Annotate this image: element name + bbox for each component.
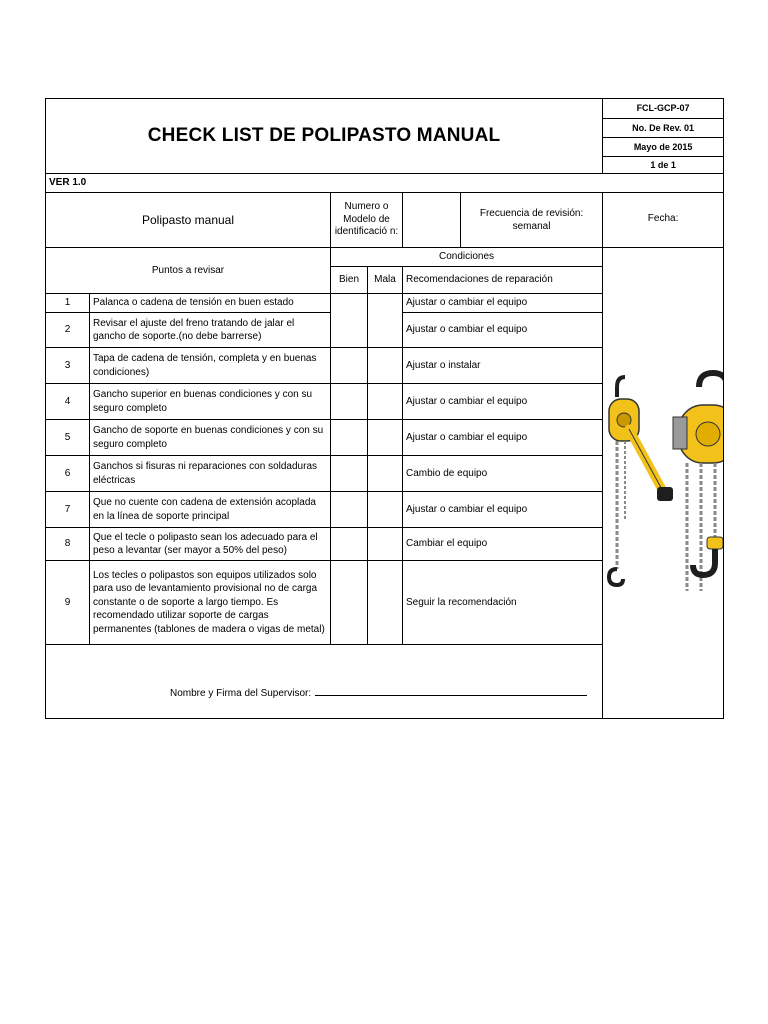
conditions-header: Condiciones xyxy=(331,248,603,267)
points-header: Puntos a revisar xyxy=(46,248,331,294)
page-count: 1 de 1 xyxy=(603,157,724,174)
date-label: Fecha: xyxy=(603,193,724,248)
row-good-checkbox[interactable] xyxy=(331,492,368,528)
row-number: 6 xyxy=(46,456,90,492)
signature-area xyxy=(46,645,724,719)
row-recommendation: Ajustar o cambiar el equipo xyxy=(403,313,603,348)
row-number: 9 xyxy=(46,561,90,645)
document-title: CHECK LIST DE POLIPASTO MANUAL xyxy=(46,99,603,174)
model-label: Numero o Modelo de identificació n: xyxy=(331,193,403,248)
row-number: 7 xyxy=(46,492,90,528)
row-good-checkbox[interactable] xyxy=(331,456,368,492)
row-recommendation: Ajustar o cambiar el equipo xyxy=(403,384,603,420)
chain-hoist-icon xyxy=(673,373,724,591)
row-bad-checkbox[interactable] xyxy=(368,348,403,384)
row-number: 5 xyxy=(46,420,90,456)
row-good-checkbox[interactable] xyxy=(331,294,368,348)
row-item: Gancho superior en buenas condiciones y con su seguro completo xyxy=(90,384,331,420)
row-recommendation: Cambiar el equipo xyxy=(403,528,603,561)
row-number: 3 xyxy=(46,348,90,384)
row-good-checkbox[interactable] xyxy=(331,528,368,561)
row-item: Los tecles o polipastos son equipos utilizados solo para uso de levantamiento provisional no de carga constante o de soporte a largo tiempo. Es recomendado utilizar soporte de cargas permanentes (tablones de madera o vigas de metal) xyxy=(90,561,331,645)
row-number: 2 xyxy=(46,313,90,348)
checklist-sheet xyxy=(45,98,723,719)
revision-number: No. De Rev. 01 xyxy=(603,119,724,138)
recommendations-header: Recomendaciones de reparación xyxy=(403,267,603,294)
version-label: VER 1.0 xyxy=(46,174,724,193)
row-bad-checkbox[interactable] xyxy=(368,528,403,561)
row-good-checkbox[interactable] xyxy=(331,384,368,420)
frequency-label: Frecuencia de revisión: semanal xyxy=(461,193,603,248)
row-item: Tapa de cadena de tensión, completa y en buenas condiciones) xyxy=(90,348,331,384)
checklist-table xyxy=(45,98,724,719)
row-number: 4 xyxy=(46,384,90,420)
row-bad-checkbox[interactable] xyxy=(368,420,403,456)
model-field[interactable] xyxy=(403,193,461,248)
row-recommendation: Ajustar o instalar xyxy=(403,348,603,384)
equipment-label: Polipasto manual xyxy=(46,193,331,248)
document-code: FCL-GCP-07 xyxy=(603,99,724,119)
chain-hoist-image xyxy=(603,369,724,593)
row-number: 1 xyxy=(46,294,90,313)
row-bad-checkbox[interactable] xyxy=(368,456,403,492)
good-header: Bien xyxy=(331,267,368,294)
row-item: Palanca o cadena de tensión en buen estado xyxy=(90,294,331,313)
row-recommendation: Ajustar o cambiar el equipo xyxy=(403,420,603,456)
row-item: Gancho de soporte en buenas condiciones y con su seguro completo xyxy=(90,420,331,456)
lever-hoist-icon xyxy=(609,377,673,585)
row-item: Revisar el ajuste del freno tratando de jalar el gancho de soporte.(no debe barrerse) xyxy=(90,313,331,348)
row-item: Que no cuente con cadena de extensión acoplada en la línea de soporte principal xyxy=(90,492,331,528)
row-number: 8 xyxy=(46,528,90,561)
row-bad-checkbox[interactable] xyxy=(368,384,403,420)
bad-header: Mala xyxy=(368,267,403,294)
signature-label: Nombre y Firma del Supervisor: xyxy=(170,687,312,699)
row-bad-checkbox[interactable] xyxy=(368,492,403,528)
row-recommendation: Cambio de equipo xyxy=(403,456,603,492)
row-recommendation: Seguir la recomendación xyxy=(403,561,603,645)
row-item: Ganchos si fisuras ni reparaciones con soldaduras eléctricas xyxy=(90,456,331,492)
row-good-checkbox[interactable] xyxy=(331,420,368,456)
row-bad-checkbox[interactable] xyxy=(368,561,403,645)
row-recommendation: Ajustar o cambiar el equipo xyxy=(403,492,603,528)
row-item: Que el tecle o polipasto sean los adecuado para el peso a levantar (ser mayor a 50% del peso) xyxy=(90,528,331,561)
signature-line[interactable] xyxy=(315,684,587,696)
row-recommendation: Ajustar o cambiar el equipo xyxy=(403,294,603,313)
revision-date: Mayo de 2015 xyxy=(603,138,724,157)
row-good-checkbox[interactable] xyxy=(331,561,368,645)
row-bad-checkbox[interactable] xyxy=(368,294,403,348)
row-good-checkbox[interactable] xyxy=(331,348,368,384)
